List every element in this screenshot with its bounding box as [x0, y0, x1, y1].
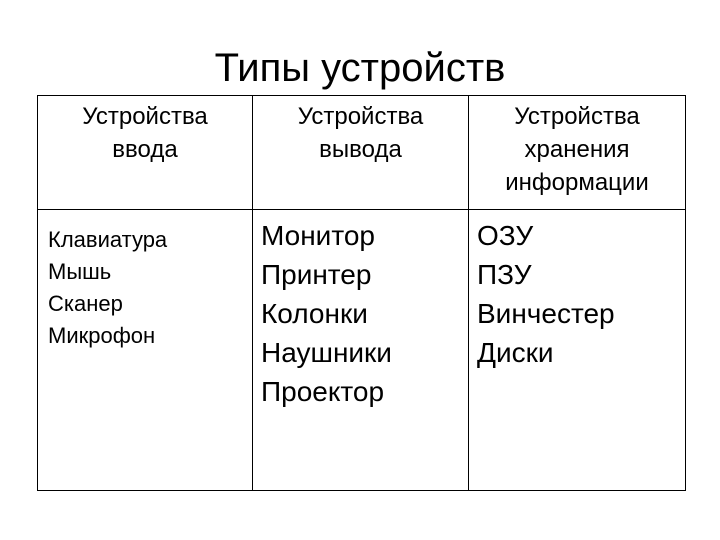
storage-devices-cell — [469, 210, 686, 491]
storage-devices-list — [469, 210, 685, 372]
header-line: ввода — [112, 136, 178, 163]
header-line: Устройства — [82, 103, 208, 130]
header-line: информации — [505, 169, 649, 196]
list-item: Принтер — [261, 259, 372, 290]
header-line: хранения — [524, 136, 630, 163]
list-item: Винчестер — [477, 298, 615, 329]
list-item: Наушники — [261, 337, 392, 368]
list-item: Клавиатура — [48, 227, 168, 252]
table-body-row — [38, 210, 686, 491]
list-item: Колонки — [261, 298, 368, 329]
input-devices-cell — [38, 210, 253, 491]
output-devices-list — [253, 210, 468, 411]
header-line: вывода — [319, 136, 402, 163]
table-header-row — [38, 96, 686, 210]
list-item: Микрофон — [48, 323, 156, 348]
output-devices-cell — [253, 210, 469, 491]
header-line: Устройства — [297, 103, 424, 130]
device-types-table — [37, 95, 686, 491]
list-item: Диски — [477, 337, 554, 368]
input-devices-list — [38, 210, 252, 352]
slide-title: Типы устройств — [214, 46, 506, 90]
header-storage-devices — [469, 96, 686, 210]
header-output-devices — [253, 96, 469, 210]
list-item: Монитор — [261, 220, 375, 251]
header-input-devices — [38, 96, 253, 210]
header-line: Устройства — [514, 103, 640, 130]
list-item: ОЗУ — [477, 220, 534, 251]
list-item: Сканер — [48, 291, 123, 316]
list-item: ПЗУ — [477, 259, 532, 290]
list-item: Мышь — [48, 259, 112, 284]
list-item: Проектор — [261, 376, 385, 407]
